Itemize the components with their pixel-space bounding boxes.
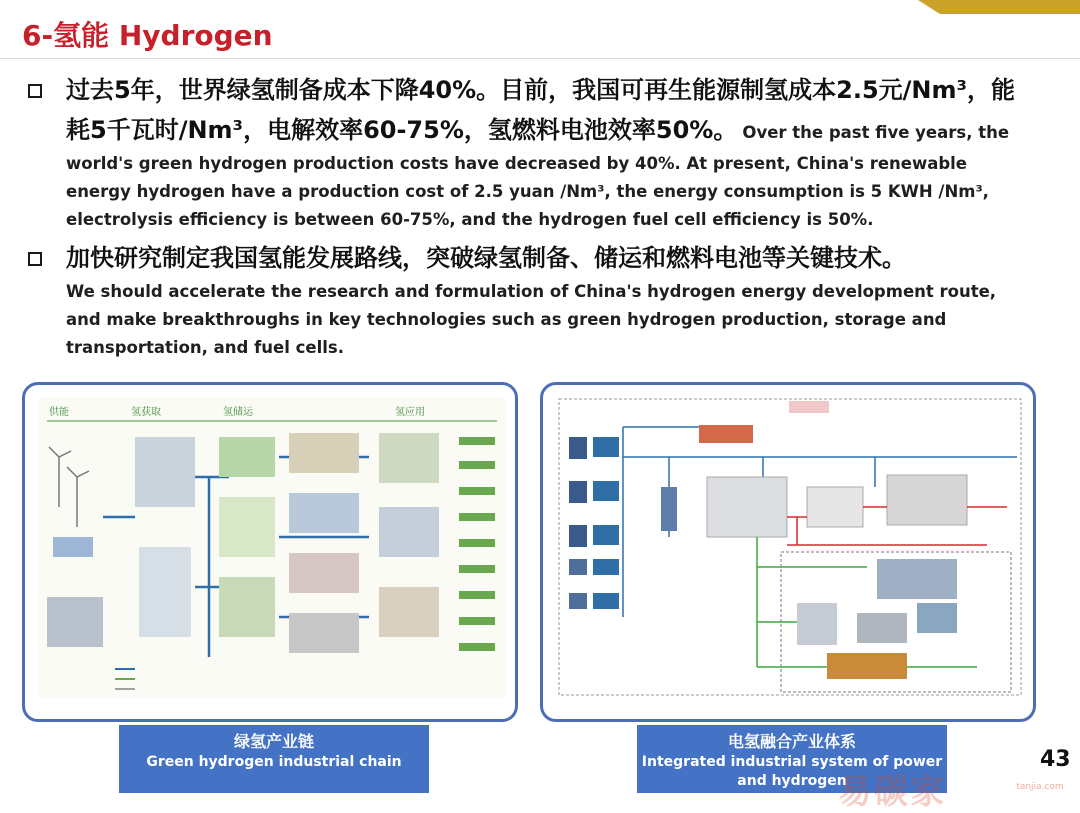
- refueling-station-icon: [797, 603, 837, 645]
- pipeline-icon: [219, 577, 275, 637]
- slide-title: 6-氢能 Hydrogen: [22, 19, 273, 52]
- solar-panel-icon: [53, 537, 93, 557]
- electrolyzer-icon: [707, 477, 787, 537]
- industry-icon: [289, 553, 359, 593]
- bullet-1-chinese: 过去5年，世界绿氢制备成本下降40%。目前，我国可再生能源制氢成本2.5元/Nm³，能耗5千瓦时/Nm³，电解效率60-75%，氢燃料电池效率50%。: [66, 76, 1016, 144]
- gas-network-icon: [877, 559, 957, 599]
- factory-icon: [379, 587, 439, 637]
- power-plant-icon: [47, 597, 103, 647]
- battery-storage-icon: [661, 487, 677, 531]
- bullet-square-icon: [28, 252, 42, 266]
- title-divider: [0, 58, 1080, 59]
- left-caption-chinese: 绿氢产业链: [233, 732, 314, 751]
- power-hydrogen-diagram: [557, 397, 1023, 697]
- power-station-icon: [289, 433, 359, 473]
- header-storage: 氢储运: [223, 407, 253, 418]
- green-hydrogen-chain-panel: [22, 382, 518, 770]
- power-hydrogen-system-panel: [540, 382, 1036, 789]
- electrolyzer-icon: [135, 437, 195, 507]
- controller-node: [699, 425, 753, 443]
- header-application: 氢应用: [395, 407, 425, 418]
- industrial-chain-diagram: [39, 397, 505, 697]
- bullet-2-english: We should accelerate the research and formulation of China's hydrogen energy development route, and make breakthroughs in key technologies such as green hydrogen production, storage and transportation, and fuel cells.: [66, 282, 997, 357]
- chemical-plant-icon: [379, 433, 439, 483]
- fuel-cell-icon: [887, 475, 967, 525]
- bullet-1-english: Over the past five years, the world's green hydrogen production costs have decreased by 40%. At present, China's renewable energy hydrogen have a production cost of 2.5 yuan /Nm³, the energy consumption is 5 KWH /Nm³, electrolysis efficiency is between 60-75%, and the hydrogen fuel cell efficiency is 50%.: [66, 123, 1010, 229]
- right-caption-chinese: 电氢融合产业体系: [727, 732, 856, 751]
- watermark-domain: tanjia.com: [1016, 782, 1064, 792]
- chemical-industry-icon: [827, 653, 907, 679]
- bullet-1: [24, 70, 1034, 234]
- fuel-cell-vehicle-icon: [857, 613, 907, 643]
- grid-node: [789, 401, 829, 413]
- transport-icon: [917, 603, 957, 633]
- watermark-logo: 易碳家: [838, 772, 946, 812]
- header-acquire: 氢获取: [131, 407, 161, 418]
- left-caption-english: Green hydrogen industrial chain: [146, 754, 402, 770]
- corner-accent: [940, 0, 1080, 14]
- storage-tank-icon: [219, 497, 275, 557]
- hydrogen-tank-icon: [807, 487, 863, 527]
- transport-icon: [289, 493, 359, 533]
- building-icon: [289, 613, 359, 653]
- reformer-icon: [139, 547, 191, 637]
- left-caption: [119, 725, 429, 793]
- right-caption-english: Integrated industrial system of power and hydrogen: [641, 754, 943, 789]
- header-supply: 供能: [49, 407, 69, 418]
- vehicle-icon: [379, 507, 439, 557]
- bullet-square-icon: [28, 84, 42, 98]
- tube-trailer-icon: [219, 437, 275, 477]
- page-number: 43: [1040, 747, 1071, 772]
- bullet-2: [24, 238, 1034, 362]
- bullet-2-chinese: 加快研究制定我国氢能发展路线，突破绿氢制备、储运和燃料电池等关键技术。: [66, 244, 906, 272]
